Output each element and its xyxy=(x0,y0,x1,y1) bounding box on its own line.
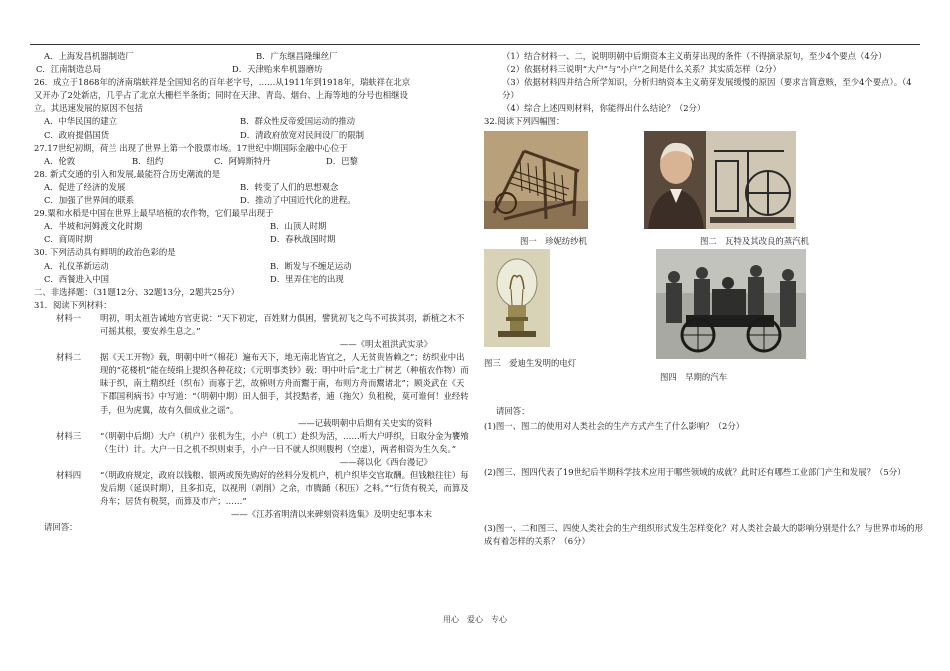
figure-four-caption: 图四 早期的汽车 xyxy=(660,371,727,382)
q29-option-d: D．春秋战国时期 xyxy=(270,234,336,245)
q25-option-a: A．上海发昌机器制造厂 xyxy=(44,51,134,61)
q27-option-b: B．纽约 xyxy=(132,155,164,166)
material-three-label: 材料三 xyxy=(56,430,82,441)
q27-option-c: C．阿姆斯特丹 xyxy=(214,155,271,166)
q30-option-c: C．西餐进入中国 xyxy=(44,273,110,284)
q28-option-c: C．加强了世界间的联系 xyxy=(44,195,135,206)
q27-stem: 27.17世纪初期，荷兰 出现了世界上第一个股票市场。17世纪中期国际金融中心位于 xyxy=(34,142,348,153)
q28-option-b: B．转变了人们的思想观念 xyxy=(240,181,339,192)
q26-options-ab xyxy=(34,115,472,128)
edison-light-bulb-image xyxy=(484,249,550,347)
q26-option-c: C．政府提倡国货 xyxy=(44,129,110,140)
q28-options-cd xyxy=(34,194,472,207)
q26-option-d: D．清政府放宽对民间设厂的限制 xyxy=(240,129,364,140)
q25-options-cd xyxy=(34,63,472,76)
material-one-label: 材料一 xyxy=(56,312,82,323)
material-one-source: ——《明太祖洪武实录》 xyxy=(339,339,432,350)
q32-part1: (1)图一、图二的使用对人类社会的生产方式产生了什么影响？（2分） xyxy=(484,420,745,431)
q26-option-a: A．中华民国的建立 xyxy=(44,116,118,127)
q27-option-a: A．伦敦 xyxy=(44,155,76,166)
q29-stem: 29.粟和水稻是中国在世界上最早培植的农作物，它们最早出现于 xyxy=(34,208,274,219)
material-three-source: ——蒋以化《西台漫记》 xyxy=(339,456,432,467)
q25-option-c: C．江南制造总局 xyxy=(36,64,102,75)
early-automobile-image xyxy=(656,249,806,359)
q31-part3: （3）依据材料四并结合所学知识，分析归纳资本主义萌芽发展缓慢的原因（要求言简意赅，至少4个要点）。（4分） xyxy=(502,77,912,101)
q32-part3: (3)图一、二和图三、四使人类社会的生产组织形式发生怎样变化？对人类社会最大的影响分别是什么？与世界市场的形成有着怎样的关系？（6分） xyxy=(484,522,923,546)
q28-option-a: A．促进了经济的发展 xyxy=(44,181,126,192)
q28-stem: 28. 新式交通的引入和发展,最能符合历史潮流的是 xyxy=(34,168,221,179)
page-footer: 用心 爱心 专心 xyxy=(443,615,507,624)
q27-option-d: D．巴黎 xyxy=(326,155,358,166)
section-two-heading: 二、非选择题：（31题12分、32题13分，2题共25分） xyxy=(34,286,240,297)
figure-two-caption: 图二 瓦特及其改良的蒸汽机 xyxy=(700,235,809,246)
figure-one-caption: 图一 珍妮纺纱机 xyxy=(520,235,587,246)
material-four-label: 材料四 xyxy=(56,470,82,480)
q29-option-a: A．半坡和河姆渡文化时期 xyxy=(44,221,143,232)
material-two-label: 材料二 xyxy=(56,352,82,363)
q30-option-b: B．断发与不缠足运动 xyxy=(270,260,352,271)
q25-options-ab xyxy=(34,50,472,63)
q30-option-a: A．礼仪革新运动 xyxy=(44,260,109,271)
q31-part4: （4）综合上述四则材料，你能得出什么结论？（2分） xyxy=(502,103,706,114)
q28-options-ab xyxy=(34,181,472,194)
q30-option-d: D．里弄住宅的出现 xyxy=(270,273,344,284)
spinning-jenny-image xyxy=(484,131,588,229)
q26-options-cd xyxy=(34,129,472,142)
material-two-source: ——记载明朝中后期有关史实的资料 xyxy=(298,417,432,428)
material-two-text: 据《天工开物》载，明朝中叶“（棉花）遍布天下，地无南北皆宜之，人无贫贵皆赖之”；纺织业中出现的“花楼机”能在绫绢上提织各种花纹；《元明事类钞》载：明中叶后“北土广树艺（种植农作物）而昧于织，南土精织纴（织布）而寡于艺，故棉则方舟而鬻于南，布则方舟而鬻诸北”；顾炎武在《天下郡国利病书》中写道：“（明朝中期）田人佃手，其投黠者，逋（拖欠）负租税，莫可谁何！业经转手，但为虎翼，故有久佃成业之谣”。 xyxy=(100,352,469,415)
q30-options-ab xyxy=(34,260,472,273)
q30-stem: 30. 下列活动具有鲜明的政治色彩的是 xyxy=(34,247,176,258)
header-rule xyxy=(30,44,920,45)
right-column xyxy=(484,50,924,548)
material-four-text: “（明政府规定，政府以钱粮、银两或预先购好的丝料分发机户，机户织毕交官取酬。但钱粮往往）每发后期（延误时期），且多扣克，以视刑（剥削）之余，市腾踊（积压）之料。”“行货有税关，而算及舟车；居货有税契，而算及市产；……” xyxy=(100,470,469,507)
watt-steam-engine-image xyxy=(644,131,796,229)
left-ask-prompt: 请回答： xyxy=(44,522,78,533)
left-column xyxy=(34,50,472,534)
q29-options-cd xyxy=(34,233,472,246)
q25-option-d: D．天津贻来牟机器磨坊 xyxy=(232,64,323,75)
q26-stem-line1: 26．成立于1868年的济南瑞蚨祥是全国知名的百年老字号，……从1911年到1918年，瑞蚨祥在北京 xyxy=(34,77,411,88)
q29-option-b: B．山顶人时期 xyxy=(270,221,327,232)
material-one xyxy=(34,312,472,338)
right-ask-prompt: 请回答： xyxy=(496,405,530,416)
q32-intro: 32.阅读下列四幅图： xyxy=(484,116,565,127)
q26-stem-line2: 又开办了2处新店，几乎占了北京大栅栏半条街；同时在天津、青岛、烟台、上海等地的分号也相继设 xyxy=(34,90,408,101)
q26-option-b: B．群众性反帝爱国运动的推动 xyxy=(240,116,356,127)
figure-grid xyxy=(484,131,924,401)
material-three-text: “（明朝中后期）大户（机户）张机为生，小户（机工）赴织为活，……听大户呼织，日取分金为饔飧（生计）计。大户一日之机不织则束手，小户一日不就人织则腹枵（空虚），两者相资为生久矣。” xyxy=(100,430,469,454)
material-four-source: ——《江苏省明清以来碑刻资料选集》及明史纪事本末 xyxy=(231,509,432,520)
q29-options-ab xyxy=(34,220,472,233)
q30-options-cd xyxy=(34,273,472,286)
q25-option-b: B．广东继昌隆缫丝厂 xyxy=(256,51,338,61)
q28-option-d: D．推动了中国近代化的进程。 xyxy=(240,195,356,206)
q27-options xyxy=(34,155,472,168)
material-one-text: 明初，明太祖告诫地方官吏说：“天下初定，百姓财力俱困，譬犹初飞之鸟不可拔其羽，新植之木不可摇其根，要安养生息之。” xyxy=(100,312,465,336)
q26-stem-line3: 立。其迅速发展的原因不包括 xyxy=(34,103,143,114)
material-four xyxy=(34,469,472,508)
q31-intro: 31．阅读下列材料： xyxy=(34,299,112,310)
q32-part2: (2)图三、图四代表了19世纪后半期科学技术应用于哪些领域的成就？此时还有哪些工业部门产生和发展？（5分） xyxy=(484,466,906,477)
material-two xyxy=(34,351,472,416)
q29-option-c: C．商周时期 xyxy=(44,234,93,245)
material-three xyxy=(34,430,472,456)
figure-three-caption: 图三 爱迪生发明的电灯 xyxy=(484,357,577,368)
q31-part2: （2）依据材料三说明“大户”与“小户”之间是什么关系？其实质怎样（2分） xyxy=(502,64,782,75)
q31-part1: （1）结合材料一、二，说明明朝中后期资本主义萌芽出现的条件（不得摘录原句，至少4个要点（4分） xyxy=(502,51,887,61)
